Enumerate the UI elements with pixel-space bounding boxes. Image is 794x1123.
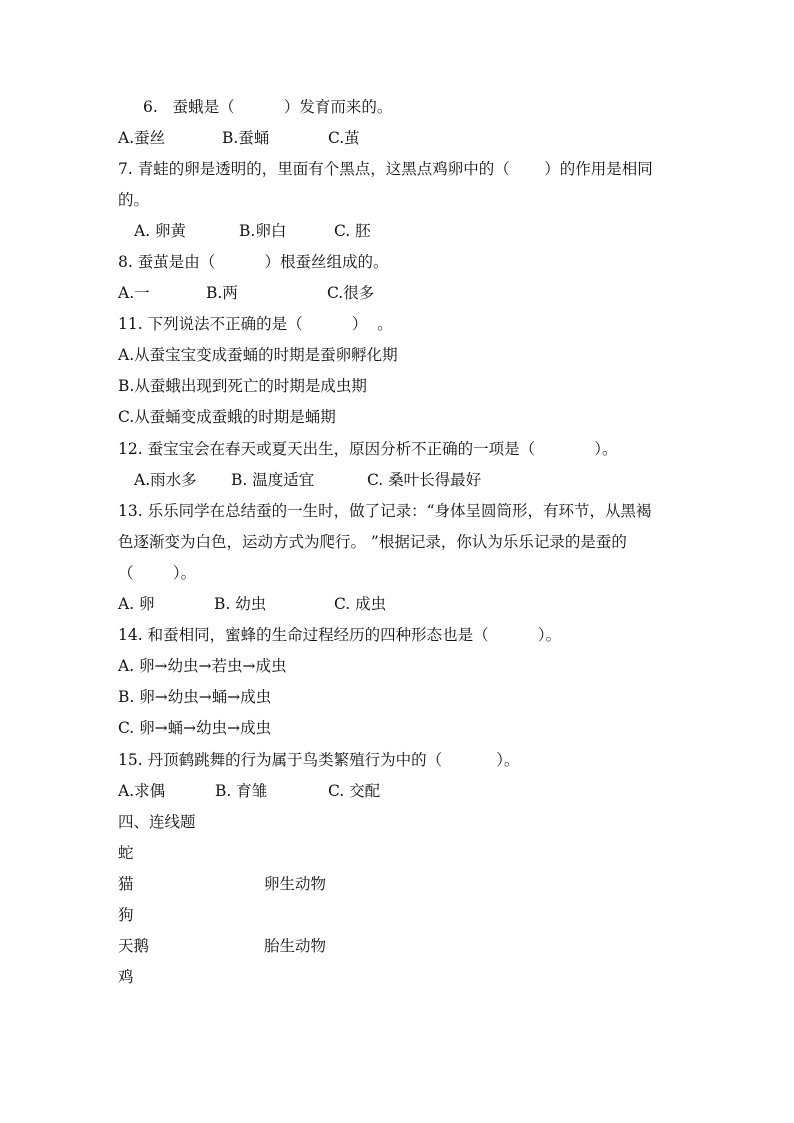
q6-option-c: C.茧 <box>328 129 360 147</box>
q12-option-a: A.雨水多 <box>134 471 197 489</box>
q8-option-a: A.一 <box>118 284 150 302</box>
matching-animal-cat: 猫 <box>118 875 134 893</box>
q6-option-a: A.蚕丝 <box>118 129 166 147</box>
q15-option-a: A.求偶 <box>118 782 166 800</box>
section-heading-matching: 四、连线题 <box>118 813 196 831</box>
q8-option-c: C.很多 <box>327 284 375 302</box>
matching-animal-chicken: 鸡 <box>118 968 134 986</box>
matching-animal-dog: 狗 <box>118 906 134 924</box>
q8-stem: 8. 蚕茧是由（ ）根蚕丝组成的。 <box>118 253 389 271</box>
q13-option-c: C. 成虫 <box>334 595 387 613</box>
q15-option-b: B. 育雏 <box>215 782 268 800</box>
q13-option-b: B. 幼虫 <box>214 595 267 613</box>
q14-option-b: B. 卵→幼虫→蛹→成虫 <box>118 688 272 706</box>
q7-option-c: C. 胚 <box>334 222 371 240</box>
q14-option-c: C. 卵→蛹→幼虫→成虫 <box>118 719 272 737</box>
q11-stem: 11. 下列说法不正确的是（ ） 。 <box>118 315 393 333</box>
q7-option-a: A. 卵黄 <box>134 222 187 240</box>
q6-option-b: B.蚕蛹 <box>222 129 270 147</box>
q13-stem-line2: 色逐渐变为白色，运动方式为爬行。 ”根据记录，你认为乐乐记录的是蚕的 <box>118 533 627 551</box>
q7-stem-line2: 的。 <box>118 191 150 209</box>
q15-option-c: C. 交配 <box>328 782 381 800</box>
q12-stem: 12. 蚕宝宝会在春天或夏天出生，原因分析不正确的一项是（ ）。 <box>118 440 618 458</box>
matching-category-viviparous: 胎生动物 <box>264 937 327 955</box>
q12-option-b: B. 温度适宜 <box>231 471 315 489</box>
q7-stem-line1: 7. 青蛙的卵是透明的，里面有个黑点，这黑点鸡卵中的（ ）的作用是相同 <box>118 160 653 178</box>
matching-category-oviparous: 卵生动物 <box>264 875 327 893</box>
q13-option-a: A. 卵 <box>118 595 155 613</box>
matching-animal-swan: 天鹅 <box>118 937 150 955</box>
q13-stem-line3: （ ）。 <box>118 564 197 582</box>
matching-animal-snake: 蛇 <box>118 844 134 862</box>
q14-option-a: A. 卵→幼虫→若虫→成虫 <box>118 657 287 675</box>
q12-option-c: C. 桑叶长得最好 <box>367 471 482 489</box>
q11-option-c: C.从蚕蛹变成蚕蛾的时期是蛹期 <box>118 408 336 426</box>
q15-stem: 15. 丹顶鹤跳舞的行为属于鸟类繁殖行为中的（ ）。 <box>118 751 520 769</box>
q14-stem: 14. 和蚕相同，蜜蜂的生命过程经历的四种形态也是（ ）。 <box>118 626 562 644</box>
q11-option-a: A.从蚕宝宝变成蚕蛹的时期是蚕卵孵化期 <box>118 346 398 364</box>
q8-option-b: B.两 <box>206 284 238 302</box>
q7-option-b: B.卵白 <box>239 222 287 240</box>
q6-stem: 6. 蚕蛾是（ ）发育而来的。 <box>143 98 393 116</box>
q11-option-b: B.从蚕蛾出现到死亡的时期是成虫期 <box>118 377 367 395</box>
q13-stem-line1: 13. 乐乐同学在总结蚕的一生时，做了记录：“身体呈圆筒形，有环节，从黑褐 <box>118 502 652 520</box>
